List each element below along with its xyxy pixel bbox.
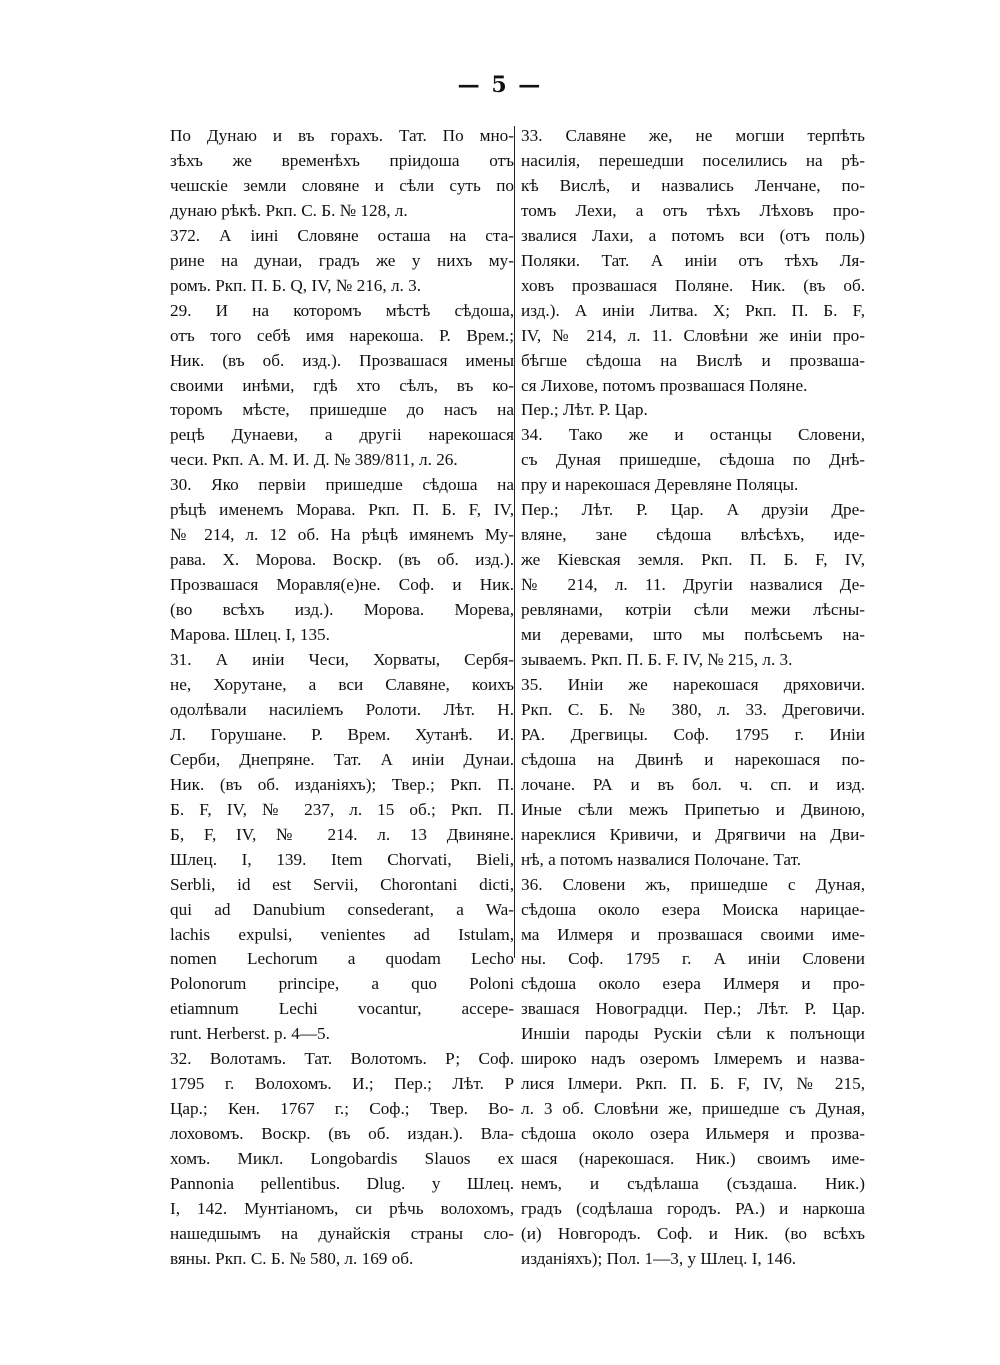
right-column-line: кѣ Вислѣ, и назвались Ленчане, по-: [521, 175, 865, 195]
left-column-line: чешскіе земли словяне и сѣли суть по: [170, 175, 514, 195]
left-column-line: рава. X. Морова. Воскр. (въ об. изд.).: [170, 550, 514, 570]
right-column-line: сѣдоша около озера Ильмеря и прозва-: [521, 1124, 865, 1144]
left-column-line: Pannonia pellentibus. Dlug. у Шлец.: [170, 1174, 514, 1194]
left-column-line: Polonorum principe, a quo Poloni: [170, 974, 514, 994]
right-column-line: звашася Новоградци. Пер.; Лѣт. Р. Цар.: [521, 999, 865, 1019]
right-column-line: РА. Дрегвицы. Соф. 1795 г. Иніи: [521, 724, 865, 744]
left-column-line: дунаю рѣкѣ. Ркп. С. Б. № 128, л.: [170, 200, 408, 220]
right-column-line: сѣдоша на Двинѣ и нарекошася по-: [521, 749, 865, 769]
right-column-line: 35. Иніи же нарекошася дряховичи.: [521, 674, 865, 694]
right-column-line: Поляки. Тат. А иніи отъ тѣхъ Ля-: [521, 250, 865, 270]
right-column-line: зываемъ. Ркп. П. Б. F. IV, № 215, л. 3.: [521, 650, 793, 670]
left-column-line: 372. А іині Словяне осташа на ста-: [170, 225, 514, 245]
left-column-line: Прозвашася Моравля(е)не. Соф. и Ник.: [170, 575, 514, 595]
right-column-line: Ркп. С. Б. № 380, л. 33. Дреговичи.: [521, 699, 865, 719]
right-column-line: сѣдоша около езера Илмеря и про-: [521, 974, 865, 994]
left-column-line: qui ad Danubium consederant, a Wa-: [170, 899, 514, 919]
left-column: [170, 124, 514, 1272]
right-column-line: шася (нарекошася. Ник.) своимъ име-: [521, 1149, 865, 1169]
left-column-line: runt. Herberst. p. 4—5.: [170, 1024, 330, 1044]
column-divider: [514, 126, 515, 958]
right-column-line: насилія, перешедши поселились на рѣ-: [521, 150, 865, 170]
left-column-line: etiamnum Lechi vocantur, accepe-: [170, 999, 514, 1019]
left-column-line: торомъ мѣсте, пришедше до насъ на: [170, 400, 514, 420]
right-column-line: томъ Лехи, а отъ тѣхъ Лѣховъ про-: [521, 200, 865, 220]
left-column-line: № 214, л. 12 об. На рѣцѣ имянемъ Му-: [170, 525, 514, 545]
right-column-line: Пер.; Лѣт. Р. Цар. А друзіи Дре-: [521, 500, 865, 520]
right-column-line: ховъ прозвашася Поляне. Ник. (въ об.: [521, 275, 865, 295]
left-column-line: рѣцѣ именемъ Морава. Ркп. П. Б. F, IV,: [170, 500, 514, 520]
right-column-line: же Кіевская земля. Ркп. П. Б. F, IV,: [521, 550, 865, 570]
right-column-line: IV, № 214, л. 11. Словѣни же иніи про-: [521, 325, 865, 345]
right-column-line: Иншіи пароды Рускіи сѣли к полънощи: [521, 1024, 865, 1044]
left-column-line: чеси. Ркп. А. М. И. Д. № 389/811, л. 26.: [170, 450, 458, 470]
right-column-line: Иные сѣли межъ Припетью и Двиною,: [521, 799, 865, 819]
right-column-line: ревлянами, котріи сѣли межи лѣсны-: [521, 600, 865, 620]
left-column-line: одолѣвали насиліемъ Ролоти. Лѣт. Н.: [170, 699, 514, 719]
left-column-line: ромъ. Ркп. П. Б. Q, IV, № 216, л. 3.: [170, 275, 422, 295]
left-column-line: рецѣ Дунаеви, а другіі нарекошася: [170, 425, 514, 445]
page-number: — 5 —: [457, 72, 543, 98]
right-column: [521, 124, 865, 1272]
left-column-line: lachis expulsi, venientes ad Istulam,: [170, 924, 514, 944]
right-column-line: 36. Словени жъ, пришедше с Дуная,: [521, 874, 865, 894]
right-column-line: ма Илмеря и прозвашася своими име-: [521, 924, 865, 944]
left-column-line: 30. Яко первіи пришедше сѣдоша на: [170, 475, 514, 495]
left-column-line: По Дунаю и въ горахъ. Тат. По мно-: [170, 126, 514, 145]
right-column-line: съ Дуная пришедше, сѣдоша по Днѣ-: [521, 450, 865, 470]
right-column-line: вляне, зане сѣдоша влѣсѣхъ, иде-: [521, 525, 865, 545]
left-column-line: хомъ. Микл. Longobardis Slauos ex: [170, 1149, 514, 1169]
left-column-line: 1795 г. Волохомъ. И.; Пер.; Лѣт. Р: [170, 1074, 514, 1094]
left-column-line: не, Хорутане, а вси Славяне, коихъ: [170, 674, 514, 694]
right-column-line: Пер.; Лѣт. Р. Цар.: [521, 400, 648, 420]
left-column-line: Серби, Днепряне. Тат. А иніи Дунаи.: [170, 749, 514, 769]
right-column-line: лочане. РА и въ бол. ч. сп. и изд.: [521, 774, 865, 794]
right-column-line: звалися Лахи, а потомъ вси (отъ поль): [521, 225, 865, 245]
right-column-line: широко надъ озеромъ Ілмеремъ и назва-: [521, 1049, 865, 1069]
right-column-line: 33. Славяне же, не могши терпѣть: [521, 126, 865, 145]
right-column-line: изданіяхъ); Пол. 1—3, у Шлец. I, 146.: [521, 1248, 797, 1268]
right-column-line: нареклися Кривичи, и Дрягвичи на Дви-: [521, 824, 865, 844]
right-column-line: бѣгше сѣдоша на Вислѣ и прозваша-: [521, 350, 865, 370]
right-column-line: пру и нарекошася Деревляне Поляцы.: [521, 475, 799, 495]
right-column-line: л. 3 об. Словѣни же, пришедше съ Дуная,: [521, 1099, 865, 1119]
left-column-line: Цар.; Кен. 1767 г.; Соф.; Твер. Во-: [170, 1099, 514, 1119]
left-column-line: I, 142. Мунтіаномъ, си рѣчь волохомъ,: [170, 1198, 514, 1218]
left-column-line: Л. Горушане. Р. Врем. Хутанѣ. И.: [170, 724, 514, 744]
left-column-line: 32. Волотамъ. Тат. Волотомъ. Р; Соф.: [170, 1049, 514, 1069]
left-column-line: вяны. Ркп. С. Б. № 580, л. 169 об.: [170, 1248, 414, 1268]
left-column-line: Б, F, IV, № 214. л. 13 Двиняне.: [170, 824, 514, 844]
right-column-line: ся Лихове, потомъ прозвашася Поляне.: [521, 375, 808, 395]
left-column-line: нашедшымъ на дунайскія страны сло-: [170, 1223, 514, 1243]
right-column-line: немъ, и съдѣлаша (създаша. Ник.): [521, 1174, 865, 1194]
right-column-line: 34. Тако же и останцы Словени,: [521, 425, 865, 445]
right-column-line: № 214, л. 11. Другіи назвалися Де-: [521, 575, 865, 595]
left-column-line: Ник. (въ об. изданіяхъ); Твер.; Ркп. П.: [170, 774, 514, 794]
right-column-line: ми деревами, што мы полѣсьемъ на-: [521, 625, 865, 645]
left-column-line: 29. И на которомъ мѣстѣ сѣдоша,: [170, 300, 514, 320]
left-column-line: Шлец. I, 139. Item Chorvati, Bieli,: [170, 849, 514, 869]
right-column-line: лися Ілмери. Ркп. П. Б. F, IV, № 215,: [521, 1074, 865, 1094]
left-column-line: 31. А иніи Чеси, Хорваты, Сербя-: [170, 650, 514, 670]
left-column-line: Марова. Шлец. I, 135.: [170, 625, 330, 645]
right-column-line: сѣдоша около езера Моиска нарицае-: [521, 899, 865, 919]
right-column-line: (и) Новгородъ. Соф. и Ник. (во всѣхъ: [521, 1223, 865, 1243]
left-column-line: зѣхъ же временѣхъ пріидоша отъ: [170, 150, 514, 170]
right-column-line: нѣ, а потомъ назвалися Полочане. Тат.: [521, 849, 802, 869]
left-column-line: своими инѣми, гдѣ хто сѣлъ, въ ко-: [170, 375, 514, 395]
right-column-line: ны. Соф. 1795 г. А иніи Словени: [521, 949, 865, 969]
left-column-line: лоховомъ. Воскр. (въ об. издан.). Вла-: [170, 1124, 514, 1144]
left-column-line: отъ того себѣ имя нарекоша. Р. Врем.;: [170, 325, 514, 345]
left-column-line: nomen Lechorum a quodam Lecho: [170, 949, 514, 969]
right-column-line: градъ (содѣлаша городъ. РА.) и наркоша: [521, 1198, 865, 1218]
left-column-line: рине на дунаи, градъ же у нихъ му-: [170, 250, 514, 270]
left-column-line: Б. F, IV, № 237, л. 15 об.; Ркп. П.: [170, 799, 514, 819]
right-column-line: изд.). А иніи Литва. X; Ркп. П. Б. F,: [521, 300, 865, 320]
left-column-line: (во всѣхъ изд.). Морова. Морева,: [170, 600, 514, 620]
left-column-line: Ник. (въ об. изд.). Прозвашася имены: [170, 350, 514, 370]
left-column-line: Serbli, id est Servii, Chorontani dicti,: [170, 874, 514, 894]
